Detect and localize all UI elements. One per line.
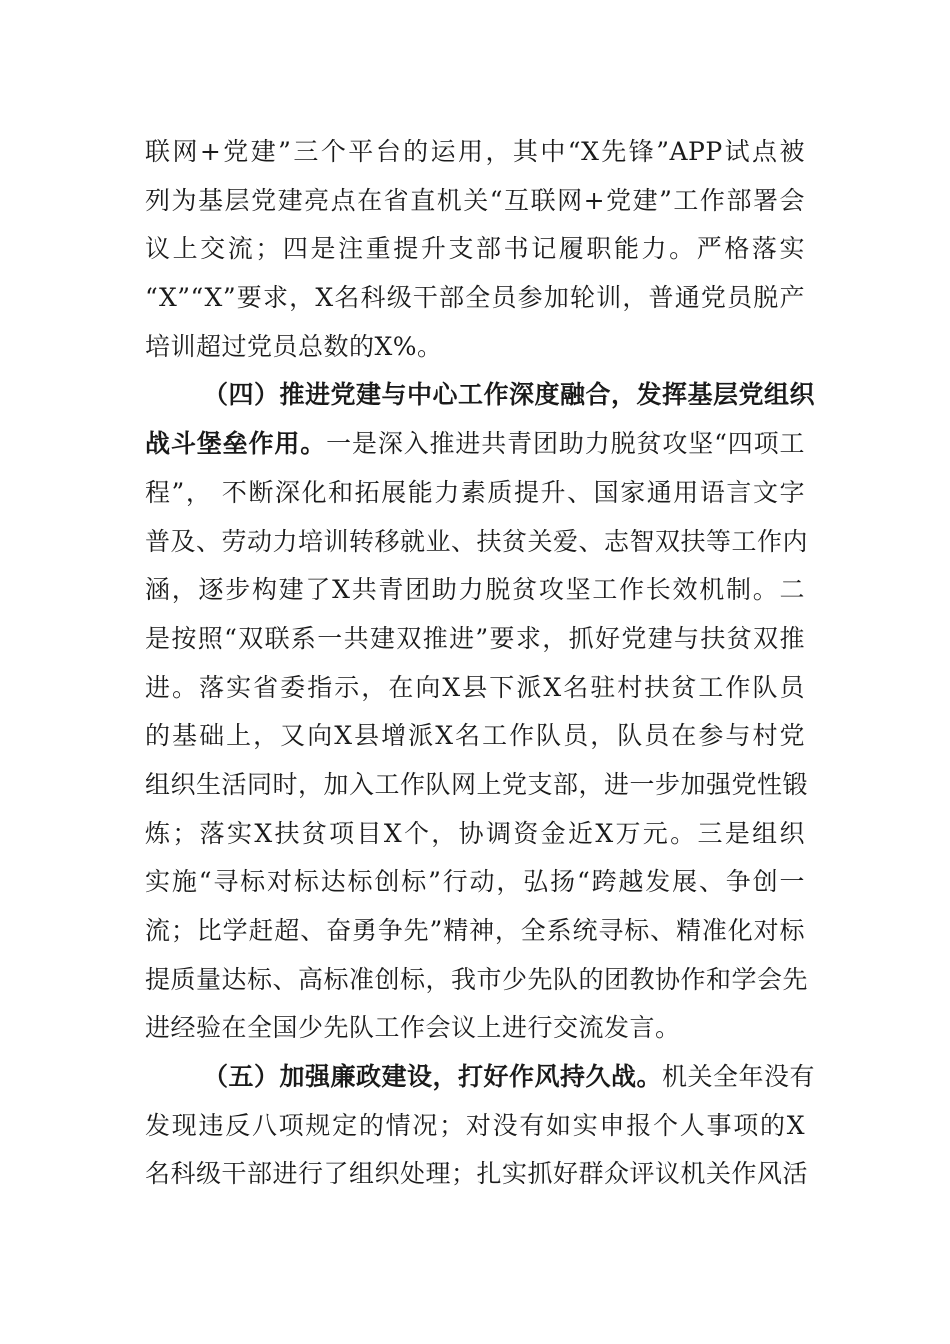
text-line <box>145 323 805 372</box>
text-line <box>145 566 805 615</box>
text-line <box>145 225 805 274</box>
line-text: 名科级干部进行了组织处理；扎实抓好群众评议机关作风活 <box>145 1159 809 1189</box>
text-line <box>145 469 805 518</box>
section-heading-five: （五）加强廉政建设，打好作风持久战。 <box>203 1062 663 1092</box>
text-line <box>145 1102 805 1151</box>
line-text: 发现违反八项规定的情况；对没有如实申报个人事项的X <box>145 1110 805 1140</box>
line-text: 列为基层党建亮点在省直机关“互联网+党建”工作部署会 <box>145 185 805 215</box>
section-heading-line <box>145 1053 816 1102</box>
text-line <box>145 615 805 664</box>
line-text: 机关全年没有 <box>662 1062 816 1092</box>
text-line <box>145 956 809 1005</box>
text-line <box>145 810 805 859</box>
text-line <box>145 761 809 810</box>
line-text: 进经验在全国少先队工作会议上进行交流发言。 <box>145 1013 681 1043</box>
line-text: 是按照“双联系一共建双推进”要求，抓好党建与扶贫双推 <box>145 623 805 653</box>
text-line <box>145 858 805 907</box>
line-text: 提质量达标、高标准创标，我市少先队的团教协作和学会先 <box>145 964 809 994</box>
line-text: “X”“X”要求，X名科级干部全员参加轮训，普通党员脱产 <box>145 283 805 313</box>
text-line <box>145 420 805 469</box>
line-text: 议上交流；四是注重提升支部书记履职能力。严格落实 <box>145 234 805 264</box>
line-text: 炼；落实X扶贫项目X个，协调资金近X万元。三是组织 <box>145 818 805 848</box>
text-line <box>145 907 805 956</box>
line-text: 程”， 不断深化和拓展能力素质提升、国家通用语言文字 <box>145 477 805 507</box>
line-text: 实施“寻标对标达标创标”行动，弘扬“跨越发展、争创一 <box>145 867 805 897</box>
line-text: 的基础上，又向X县增派X名工作队员，队员在参与村党 <box>145 721 805 751</box>
text-line <box>145 664 805 713</box>
text-line <box>145 128 805 177</box>
line-text: 流；比学赶超、奋勇争先”精神，全系统寻标、精准化对标 <box>145 916 805 945</box>
line-text: 一是深入推进共青团助力脱贫攻坚“四项工 <box>326 429 805 459</box>
line-text: 培训超过党员总数的X%。 <box>145 331 443 361</box>
line-text: 涵，逐步构建了X共青团助力脱贫攻坚工作长效机制。二 <box>145 575 805 605</box>
line-text: 组织生活同时，加入工作队网上党支部，进一步加强党性锻 <box>145 769 809 799</box>
text-line <box>145 1004 805 1053</box>
text-line <box>145 177 805 226</box>
text-line <box>145 1150 809 1199</box>
document-body <box>145 128 816 1199</box>
section-heading-line <box>145 371 816 420</box>
section-heading-four: （四）推进党建与中心工作深度融合，发挥基层党组织 <box>203 380 816 410</box>
line-text: 联网+党建”三个平台的运用，其中“X先锋”APP试点被 <box>145 137 805 166</box>
text-line <box>145 712 805 761</box>
text-line <box>145 518 809 567</box>
line-text: 进。落实省委指示，在向X县下派X名驻村扶贫工作队员 <box>145 672 805 702</box>
text-line <box>145 274 805 323</box>
line-text: 普及、劳动力培训转移就业、扶贫关爱、志智双扶等工作内 <box>145 526 809 556</box>
section-heading-four-cont: 战斗堡垒作用。 <box>145 429 327 459</box>
